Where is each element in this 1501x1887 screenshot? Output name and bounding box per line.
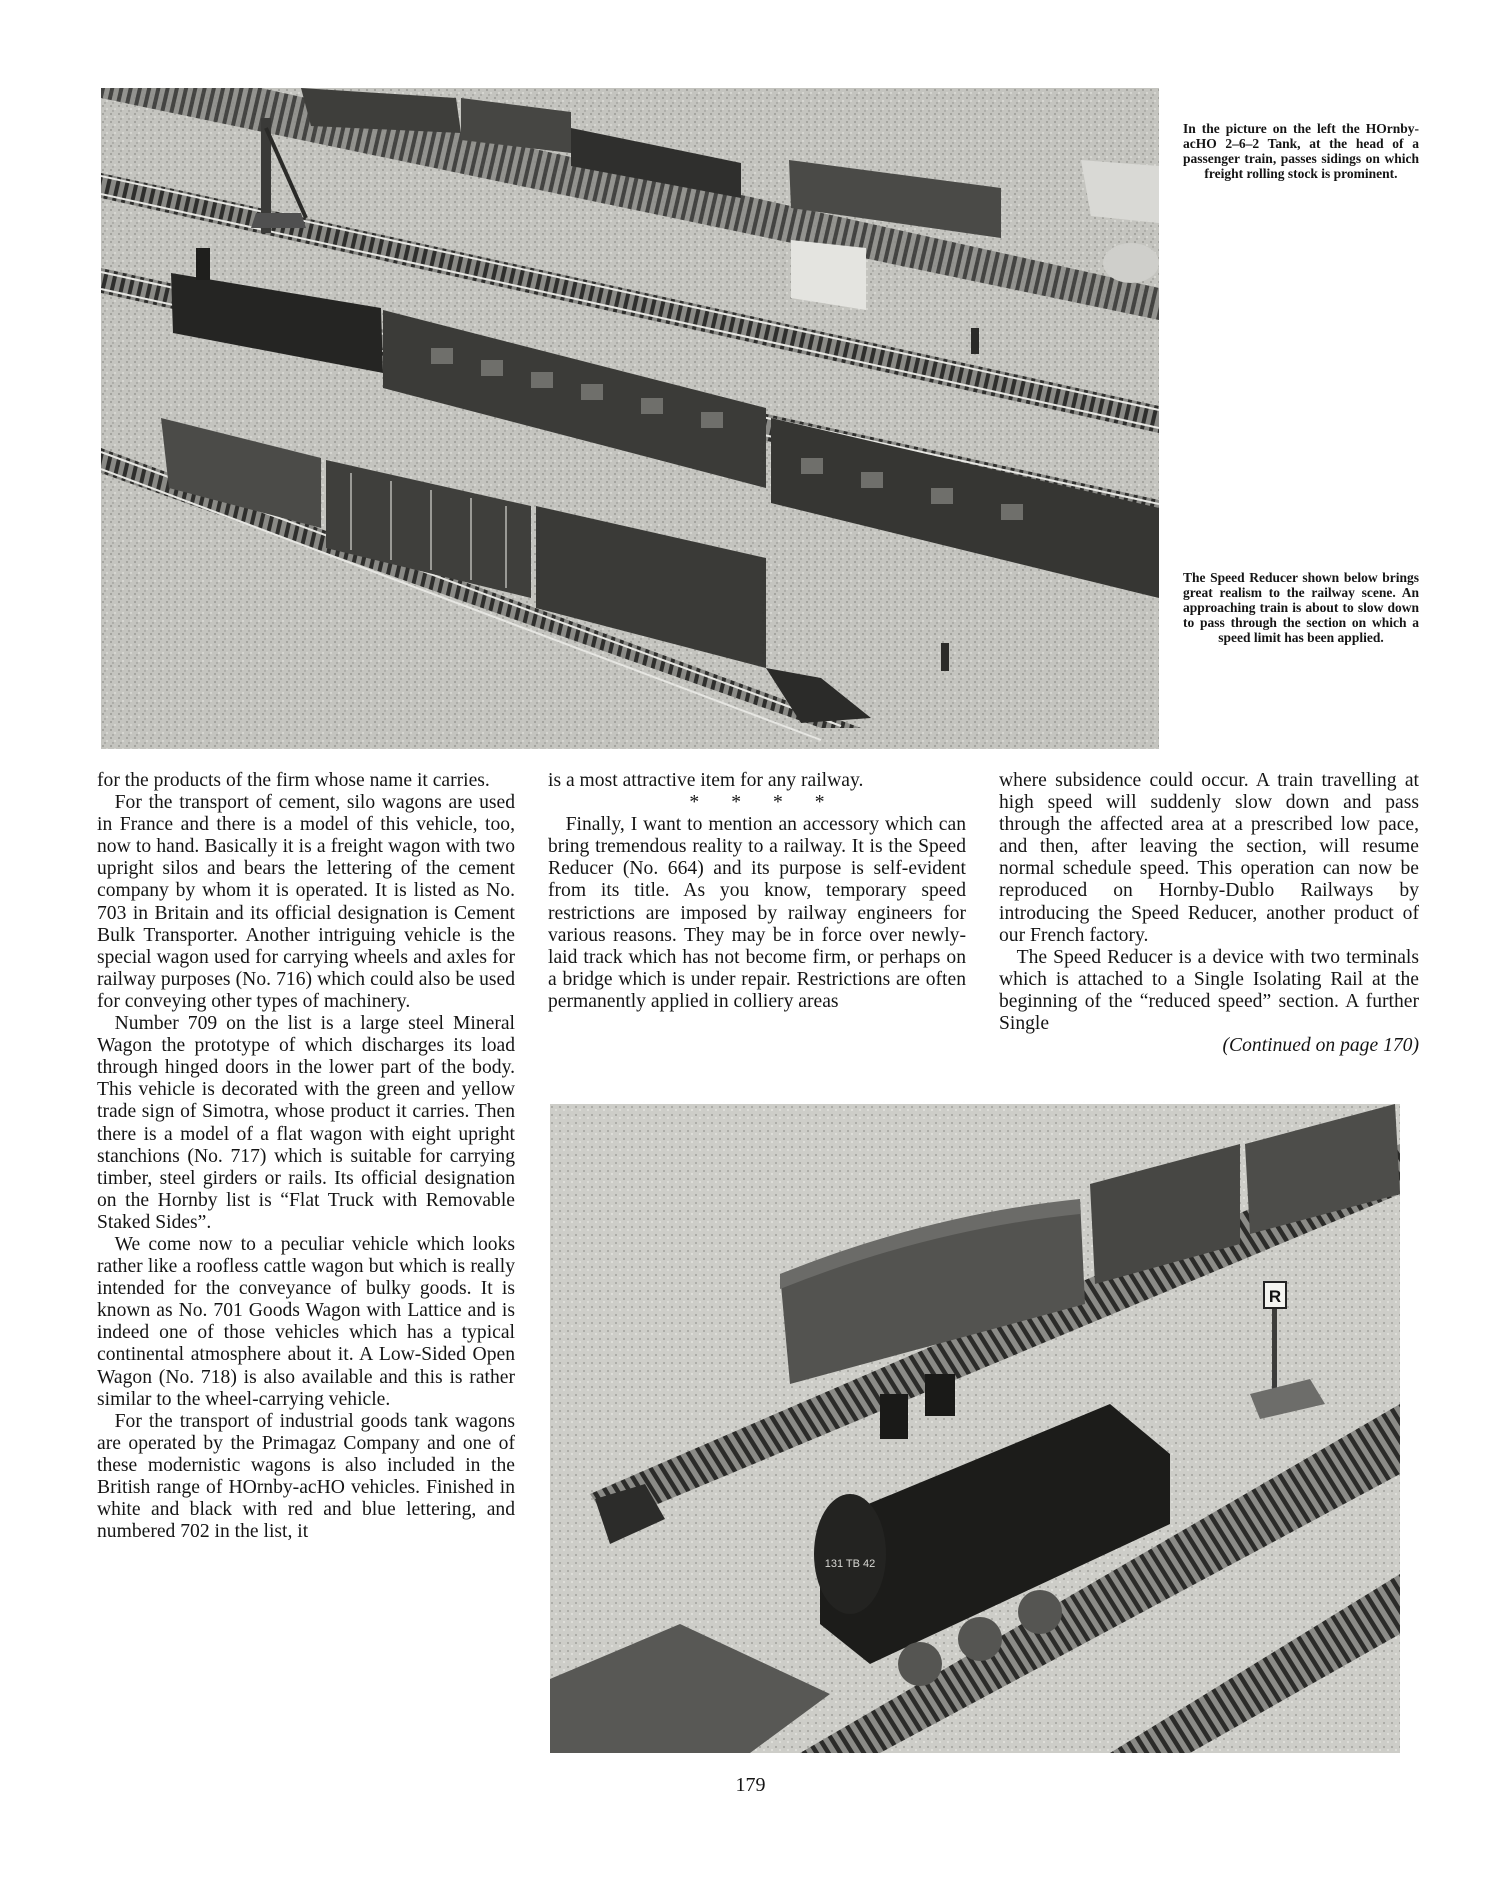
- caption-speed-reducer: The Speed Reducer shown below brings great realism to the railway scene. An approaching train is about to slow down to pass through the section on which a speed limit has been applied.: [1183, 570, 1419, 645]
- paragraph: where subsidence could occur. A train travelling at high speed will suddenly slow down and pass through the affected area at a prescribed low pace, and then, after leaving the section, will resume normal schedule speed. This operation can now be reproduced on Hornby-Dublo Railways by introducing the Speed Reducer, another product of our French factory.: [999, 770, 1419, 946]
- caption-top-photo: In the picture on the left the HOrnby-acHO 2–6–2 Tank, at the head of a passenger train, passes sidings on which freight rolling stock is prominent.: [1183, 121, 1419, 181]
- page-number: 179: [735, 1774, 766, 1796]
- photo-passenger-train-sidings: [101, 88, 1159, 749]
- section-break-stars: [548, 792, 966, 814]
- article-column-1: [97, 770, 515, 1543]
- figure-2: [941, 643, 949, 671]
- silo-wagon: [1103, 243, 1159, 283]
- paragraph: for the products of the firm whose name it carries.: [97, 770, 490, 791]
- article-column-2: [548, 770, 966, 1013]
- paragraph: We come now to a peculiar vehicle which looks rather like a roofless cattle wagon but which is really intended for the conveyance of bulky goods. It is known as No. 701 Goods Wagon with Lattice and is indeed one of those vehicles which has a typical continental atmosphere about it. A Low-Sided Open Wagon (No. 718) is also available and this is rather similar to the wheel-carrying vehicle.: [97, 1233, 515, 1410]
- paragraph: Finally, I want to mention an accessory which can bring tremendous reality to a railway. It is the Speed Reducer (No. 664) and its purpose is self-evident from its title. As you know, temporary speed restrictions are imposed by railway engineers for various reasons. They may be in force over newly-laid track which has not become firm, or perhaps on a bridge which is under repair. Restrictions are often permanently applied in colliery areas: [548, 814, 966, 1012]
- paragraph: For the transport of industrial goods tank wagons are operated by the Primagaz Company and one of these modernistic wagons is also included in the British range of HOrnby-acHO vehicles. Finished in white and black with red and blue lettering, and numbered 702 in the list, it: [97, 1410, 515, 1543]
- photo-speed-reducer: [550, 1104, 1400, 1753]
- locomotive-number: 131 TB 42: [824, 1558, 876, 1570]
- paragraph: is a most attractive item for any railway.: [548, 770, 864, 791]
- lineside-hut: [791, 240, 866, 310]
- star: *: [731, 792, 741, 814]
- article-column-3: [999, 770, 1419, 1057]
- star: *: [773, 792, 783, 814]
- paragraph: For the transport of cement, silo wagons are used in France and there is a model of this vehicle, too, now to hand. Basically it is a freight wagon with two upright silos and bears the lettering of the cement company by whom it is operated. It is listed as No. 703 in Britain and its official designation is Cement Bulk Transporter. Another intriguing vehicle is the special wagon used for carrying wheels and axles for railway purposes (No. 716) which could also be used for conveying other types of machinery.: [97, 792, 515, 1012]
- star: *: [814, 792, 825, 814]
- paragraph: Number 709 on the list is a large steel Mineral Wagon the prototype of which discharges its load through hinged doors in the lower part of the body. This vehicle is decorated with the green and yellow trade sign of Simotra, whose product it carries. Then there is a model of a flat wagon with eight upright stanchions (No. 717) which is suitable for carrying timber, steel girders or rails. Its official designation on the Hornby list is “Flat Truck with Removable Staked Sides”.: [97, 1013, 515, 1233]
- speed-sign-letter: R: [1268, 1287, 1282, 1306]
- photo-passenger-train-image: [101, 88, 1159, 749]
- photo-speed-reducer-image: [550, 1104, 1400, 1753]
- paragraph: The Speed Reducer is a device with two terminals which is attached to a Single Isolating Rail at the beginning of the “reduced speed” section. A further Single: [999, 946, 1419, 1035]
- figure-1: [971, 328, 979, 354]
- continued-notice: (Continued on page 170): [1222, 1035, 1419, 1057]
- star: *: [689, 792, 700, 814]
